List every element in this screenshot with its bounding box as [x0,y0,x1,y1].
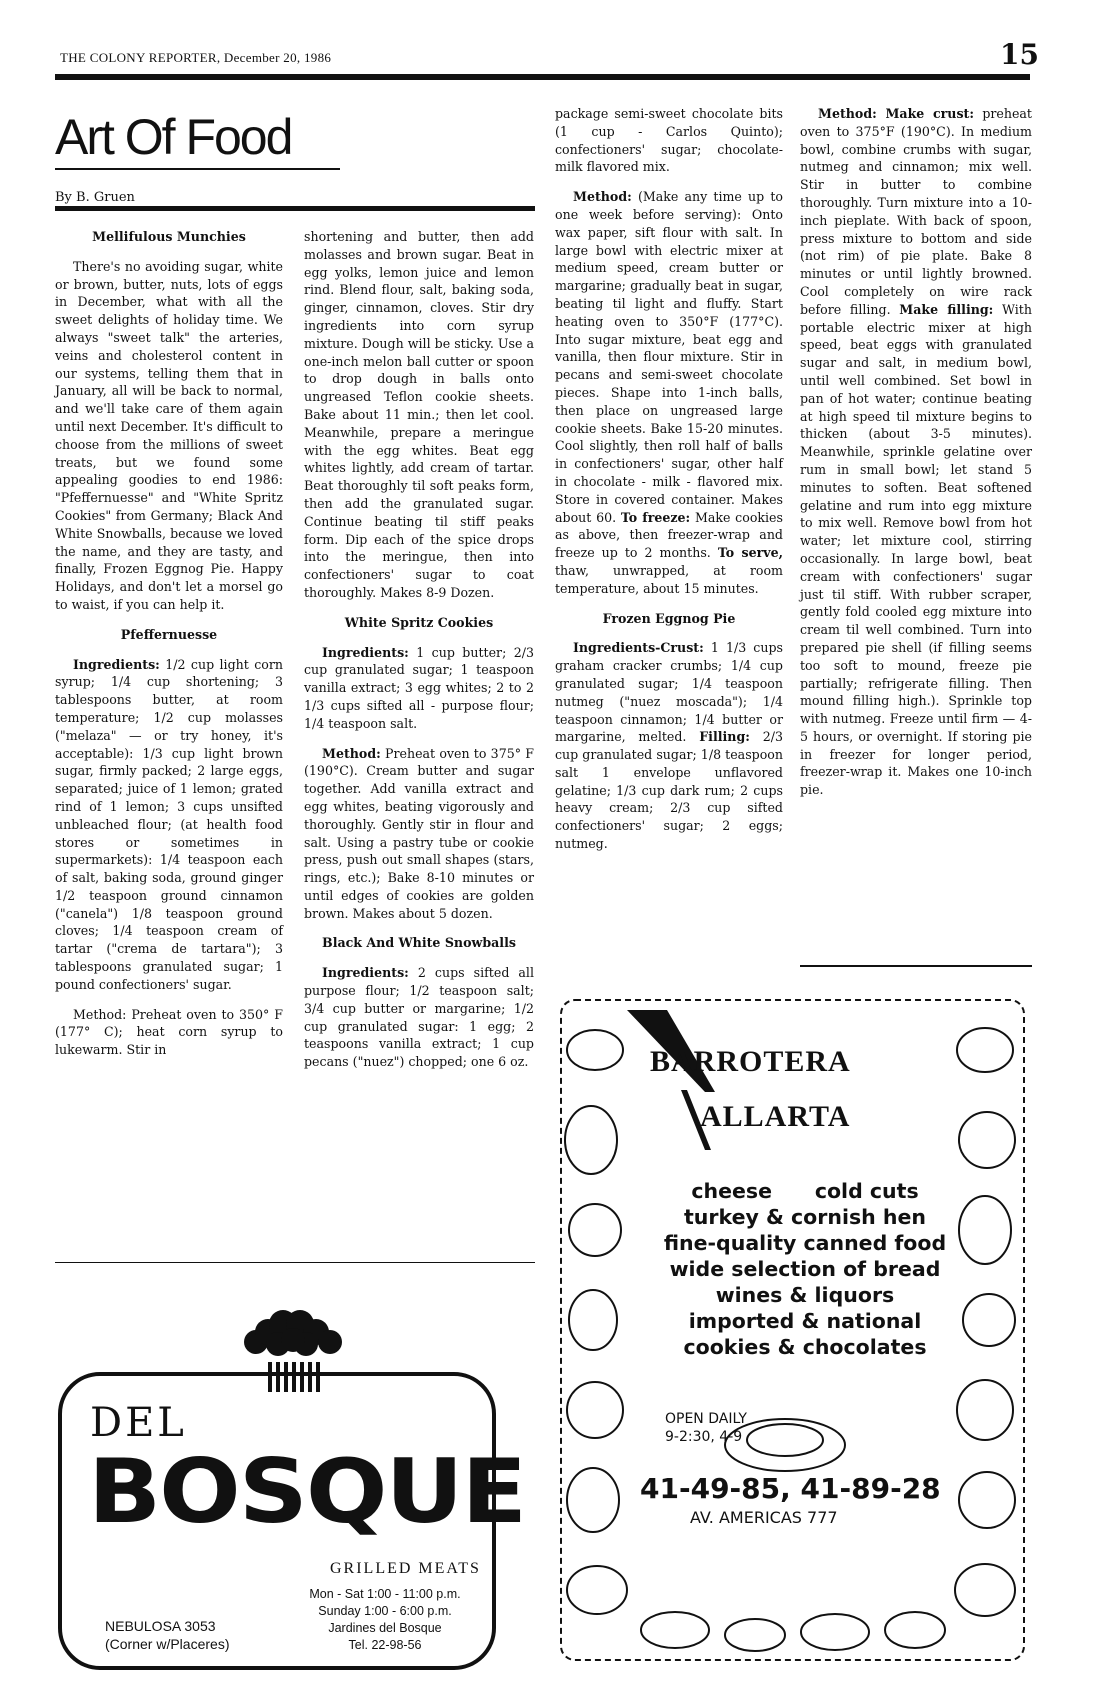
masthead-rule [55,74,1030,80]
section-rule [55,1262,535,1263]
text: Make cookies as above, then freezer-wrap and freeze up to 2 months. [555,509,783,561]
article-title: Art Of Food [55,109,292,165]
method-paragraph [304,745,534,923]
method-continued: shortening and butter, then add molasses and brown sugar. Beat in egg yolks, lemon juice and lemon rind. Blend flour, salt, baking soda, ginger, cinnamon, cloves. Stir dry ingredients into corn syrup mixture. Dough will be sticky. Use a one-inch melon ball cutter or spoon to drop dough in balls onto ungreased Teflon cookie sheets. Bake about 11 min.; then let cool. Meanwhile, prepare a meringue with the egg whites. Beat egg whites lightly, add cream of tartar. Beat thoroughly til soft peaks form, then add the granulated sugar. Continue beating til stiff peaks form. Dip each of the spice drops into the meringue, then into confectioners' sugar to coat thoroughly. Makes 8-9 Dozen. [304,229,534,600]
tel-line: Tel. 22-98-56 [348,1638,422,1652]
ingredients-paragraph [304,644,534,733]
hours-line: Sunday 1:00 - 6:00 p.m. [318,1604,452,1618]
ad-product-line: wines & liquors [715,1283,895,1307]
text: preheat oven to 375°F (190°C). In medium bowl, combine crumbs with sugar, nutmeg and cinnamon; mix well. Stir in butter to combine thoroughly. Turn mixture into a 10-inch pieplate. With back of spoon, press mixture to bottom and side (not rim) of pie plate. Bake 8 minutes or until lightly browned. Cool completely on wire rack before filling. [800,106,1032,317]
ad-address: AV. AMERICAS 777 [690,1508,838,1527]
text: (Make any time up to one week before serving): Onto wax paper, sift flour with salt. In large bowl with electric mixer at medium speed, cream butter or margarine; gradually beat in sugar, beating til light and fluffy. Start heating oven to 350°F (177°C). Into sugar mixture, beat egg and vanilla, then flour mixture. Stir in pecans and semi-sweet chocolate pieces. Shape into 1-inch balls, then place on ungreased large cookie sheets. Bake 15-20 minutes. Cool slightly, then roll half of balls in confectioners' sugar, other half in chocolate - milk - flavored mix. Store in covered container. Makes about 60. [555,189,783,525]
label: Make filling: [899,301,994,317]
label: Ingredients: [73,656,160,672]
label: Method: [573,189,632,205]
ad-product-line: fine-quality canned food [663,1231,947,1255]
label: To freeze: [620,509,691,525]
ad-opening-hours [665,1410,747,1446]
label: Ingredients: [322,965,409,981]
ad-address [105,1617,229,1653]
ad-product-line: turkey & cornish hen [684,1205,926,1229]
text: 2/3 cup granulated sugar; 1/8 teaspoon salt 1 envelope unflavored gelatine; 1/3 cup dark rum; 2 cups heavy cream; 2/3 cup sifted confectioners' sugar; 2 eggs; nutmeg. [555,729,783,852]
method-paragraph [800,105,1032,799]
ad-product-line: cookies & chocolates [683,1335,927,1359]
ad-product-line: cheese cold cuts [691,1179,919,1203]
byline-rule [55,206,535,211]
section-heading: Mellifulous Munchies [92,229,246,244]
method-paragraph [555,188,783,597]
column-1 [55,228,283,1071]
label: Ingredients: [322,644,409,660]
column-end-rule [800,965,1032,967]
text: 1 cup butter; 2/3 cup granulated sugar; 1 teaspoon vanilla extract; 3 egg whites; 2 to 2 1/3 cups sifted all - purpose flour; 1/4 teaspoon salt. [304,644,534,731]
masthead: THE COLONY REPORTER, December 20, 1986 [60,50,332,65]
column-3 [555,105,783,865]
ingredients-continued: package semi-sweet chocolate bits (1 cup - Carlos Quinto); confectioners' sugar; chocolate-milk flavored mix. [555,106,783,175]
ad-name-line-2: ALLARTA [700,1100,851,1133]
open-line: 9-2:30, 4-9 [665,1429,743,1445]
text: 1 1/3 cups graham cracker crumbs; 1/4 cup granulated sugar; 1/4 teaspoon nutmeg ("nuez moscada"); 1/4 teaspoon cinnamon; 1/4 butter or margarine, melted. [555,640,783,745]
text: 1/2 cup light corn syrup; 1/4 cup shortening; 3 tablespoons butter, at room temperature; 1/2 cup molasses ("melaza" — or try honey, it's acceptable): 1/3 cup light brown sugar, firmly packed; 2 large eggs, separated; juice of 1 lemon; grated rind of 1 lemon; 3 cups unsifted unbleached flour; (at health food stores or sometimes in supermarkets): 1/4 teaspoon each of salt, baking soda, ground ginger 1/2 teaspoon ground cinnamon ("canela") 1/8 teaspoon ground cloves; 1/4 teaspoon cream of tartar ("crema de tartara"); 3 tablespoons granulated sugar; 1 pound confectioners' sugar. [55,656,283,992]
ad-product-line: wide selection of bread [669,1257,941,1281]
section-heading: White Spritz Cookies [344,614,494,630]
ad-hours [305,1586,465,1654]
section-heading: Black And White Snowballs [322,935,516,951]
byline: By B. Gruen [55,190,135,205]
title-rule [55,168,340,170]
section-heading: Frozen Eggnog Pie [602,610,736,626]
ad-product-list [640,1178,970,1360]
ad-tagline: GRILLED MEATS [330,1560,481,1577]
text: Preheat oven to 375° F (190°C). Cream butter and sugar together. Add vanilla extract and egg whites, beating vigorously and thoroughly. Gently stir in flour and salt. Using a pastry tube or cookie press, push out small shapes (stars, rings, etc.); Bake 8-10 minutes or until edges of cookies are golden brown. Makes about 5 dozen. [304,745,534,921]
open-line: OPEN DAILY [665,1411,747,1427]
intro-paragraph: There's no avoiding sugar, white or brown, butter, nuts, lots of eggs in December, what with all the sweet delights of holiday time. We always "sweet talk" the arteries, veins and cholesterol content in our systems, telling them that in January, all will be back to normal, and we'll take care of them again until next December. It's difficult to choose from the millions of sweet treats, but we found some appealing goodies to end 1986: "Pfeffernuesse" and "White Spritz Cookies" from Germany; Black And White Snowballs, because we loved the name, and they are tasty, and finally, Frozen Eggnog Pie. Happy Holidays, and don't let a morsel go to waist, if you can help it. [55,258,283,612]
text: Preheat oven to 350° F (177° C); heat corn syrup to lukewarm. Stir in [55,1006,283,1058]
ad-bosque-name: BOSQUE [88,1440,526,1544]
place-line: Jardines del Bosque [328,1621,442,1635]
hours-line: Mon - Sat 1:00 - 11:00 p.m. [309,1587,461,1601]
label: Filling: [699,729,750,745]
text: 2 cups sifted all purpose flour; 1/2 teaspoon salt; 3/4 cup butter or margarine; 1/2 cup granulated sugar: 1 egg; 2 teaspoons vanilla extract; 1 cup pecans ("nuez") chopped; one 6 oz. [304,965,534,1070]
label: To serve, [717,545,783,561]
label: Ingredients-Crust: [573,640,704,656]
ad-phones: 41-49-85, 41-89-28 [640,1472,941,1505]
page-number: 15 [1000,38,1039,71]
method-paragraph [55,1006,283,1059]
text: thaw, unwrapped, at room temperature, about 15 minutes. [555,562,783,596]
ingredients-paragraph [555,639,783,853]
ingredients-paragraph [55,656,283,994]
label: Method: Make crust: [818,106,975,121]
text: With portable electric mixer at high speed, beat eggs with granulated sugar and salt, in medium bowl, until well combined. Set bowl in pan of hot water; continue beating at high speed til mixture begins to thicken (about 3-5 minutes). Meanwhile, sprinkle gelatine over rum in small bowl; let stand 5 minutes to soften. Beat softened gelatine and rum into egg mixture to mix well. Remove bowl from hot water; let mixture cool, stirring occasionally. In large bowl, beat cream with confectioners' sugar just til stiff. With rubber scraper, gently fold cooled egg mixture into cream til well combined. Turn into prepared pie shell (if filling seems too soft to mound, freeze pie partially; refrigerate filling. Then mound filling high.). Sprinkle top with nutmeg. Freeze until firm — 4-5 hours, or overnight. If storing pie in freezer for longer period, freezer-wrap it. Makes one 10-inch pie. [800,301,1032,798]
ingredients-paragraph [304,964,534,1071]
label: Method: [73,1006,127,1022]
column-4 [800,105,1032,811]
column-2 [304,228,534,1083]
address-line: NEBULOSA 3053 [105,1618,216,1634]
label: Method: [322,745,381,761]
ad-del-label: DEL [90,1400,187,1446]
section-heading: Pfeffernuesse [120,626,218,642]
ad-name-line-1: BARROTERA [650,1045,851,1078]
ad-product-line: imported & national [688,1309,922,1333]
corner-line: (Corner w/Placeres) [105,1636,230,1652]
